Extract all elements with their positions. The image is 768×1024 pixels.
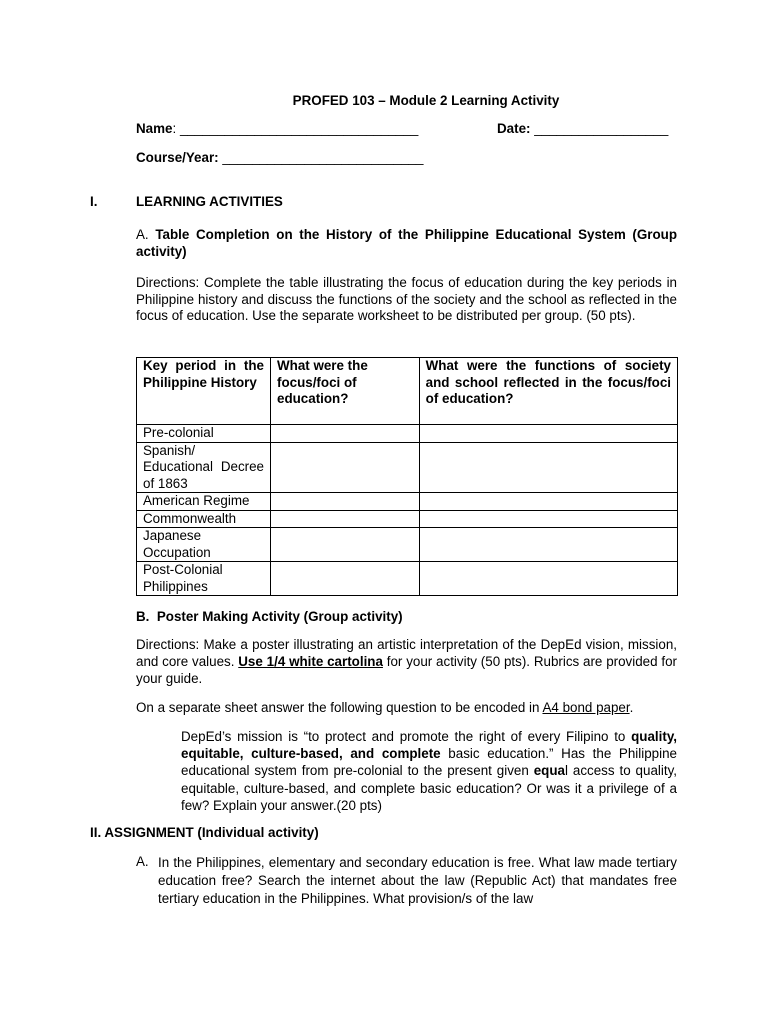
- table-cell-functions-blank[interactable]: [419, 442, 677, 493]
- table-cell-functions-blank[interactable]: [419, 562, 677, 596]
- question-bold-equal: equa: [533, 763, 565, 779]
- table-row: [137, 425, 678, 443]
- table-cell-functions-blank[interactable]: [419, 510, 677, 528]
- table-row: [137, 510, 678, 528]
- table-cell-period: Post-Colonial Philippines: [137, 562, 271, 596]
- table-header-functions: What were the functions of society and school reflected in the focus/foci of education?: [419, 358, 677, 425]
- name-separator: :: [172, 121, 177, 136]
- table-cell-focus-blank[interactable]: [271, 510, 420, 528]
- name-blank: ________________________________: [179, 121, 419, 136]
- date-blank: __________________: [534, 121, 669, 136]
- table-cell-focus-blank[interactable]: [271, 528, 420, 562]
- table-cell-functions-blank[interactable]: [419, 425, 677, 443]
- table-cell-period: American Regime: [137, 493, 271, 511]
- table-cell-focus-blank[interactable]: [271, 442, 420, 493]
- table-cell-focus-blank[interactable]: [271, 493, 420, 511]
- date-label: Date:: [497, 121, 531, 136]
- table-row: [137, 493, 678, 511]
- part-b-directions-end: for your activity (50 pts). Rubrics are provided for your guide.: [136, 654, 678, 686]
- part-b-directions-start: Directions: Make a poster illustrating an artistic interpretation of the DepEd vision, mission, and core values.: [136, 637, 677, 669]
- deped-mission-question: [181, 728, 677, 814]
- assignment-item-a-text: In the Philippines, elementary and secondary education is free. What law made tertiary education free? Search the internet about the law (Republic Act) that mandates free tertiary education in the Philippines. What provision/s of the law: [158, 855, 677, 906]
- history-table: [136, 357, 678, 596]
- table-cell-period: Commonwealth: [137, 510, 271, 528]
- separate-sheet-period: .: [629, 700, 634, 715]
- assignment-item-a-label: A.: [136, 854, 149, 869]
- separate-sheet-text: On a separate sheet answer the following question to be encoded in: [136, 700, 543, 715]
- table-row: [137, 562, 678, 596]
- part-a-prefix: A.: [136, 227, 156, 242]
- question-start: DepEd’s mission is “to protect and promote the right of every Filipino to: [181, 729, 632, 744]
- table-row: [137, 442, 678, 493]
- date-field-line: [497, 121, 668, 136]
- question-middle: basic education.” Has the Philippine educational system from pre-colonial to the present given: [181, 746, 677, 779]
- separate-sheet-instruction: [136, 700, 633, 715]
- table-cell-functions-blank[interactable]: [419, 493, 677, 511]
- question-end: l access to quality, equitable, culture-based, and complete basic education? Or was it a privilege of a few? Explain your answer.(20 pts): [181, 763, 677, 813]
- part-a-directions: Directions: Complete the table illustrating the focus of education during the key periods in Philippine history and discuss the functions of the society and the school as reflected in the focus of education. Use the separate worksheet to be distributed per group. (50 pts).: [136, 275, 677, 324]
- table-header-row: [137, 358, 678, 425]
- table-cell-functions-blank[interactable]: [419, 528, 677, 562]
- cartolina-emphasis: Use 1/4 white cartolina: [238, 654, 383, 669]
- a4-bond-paper-emphasis: A4 bond paper: [542, 700, 630, 715]
- table-header-focus: What were the focus/foci of education?: [271, 358, 420, 425]
- table-cell-focus-blank[interactable]: [271, 425, 420, 443]
- course-blank: ___________________________: [222, 150, 424, 165]
- table-cell-period: Japanese Occupation: [137, 528, 271, 562]
- name-field-line: [136, 121, 418, 136]
- section-1-number: I.: [90, 194, 98, 209]
- question-bold-qualities: quality, equitable, culture-based, and complete: [181, 729, 677, 762]
- page-title: PROFED 103 – Module 2 Learning Activity: [292, 93, 560, 108]
- course-field-line: [136, 150, 423, 165]
- part-a-title-text: Table Completion on the History of the Philippine Educational System (Group activity): [136, 227, 678, 259]
- table-row: [137, 528, 678, 562]
- section-2-heading: II. ASSIGNMENT (Individual activity): [90, 825, 319, 840]
- table-header-key-period: Key period in the Philippine History: [137, 358, 271, 425]
- table-cell-period: Pre-colonial: [137, 425, 271, 443]
- part-b-directions: [136, 636, 677, 687]
- table-cell-period: Spanish/ Educational Decree of 1863: [137, 442, 271, 493]
- part-a-title: [136, 227, 677, 260]
- section-1-heading: LEARNING ACTIVITIES: [136, 194, 283, 209]
- table-cell-focus-blank[interactable]: [271, 562, 420, 596]
- course-label: Course/Year:: [136, 150, 219, 165]
- part-b-title: B. Poster Making Activity (Group activity): [136, 609, 403, 624]
- name-label: Name: [136, 121, 173, 136]
